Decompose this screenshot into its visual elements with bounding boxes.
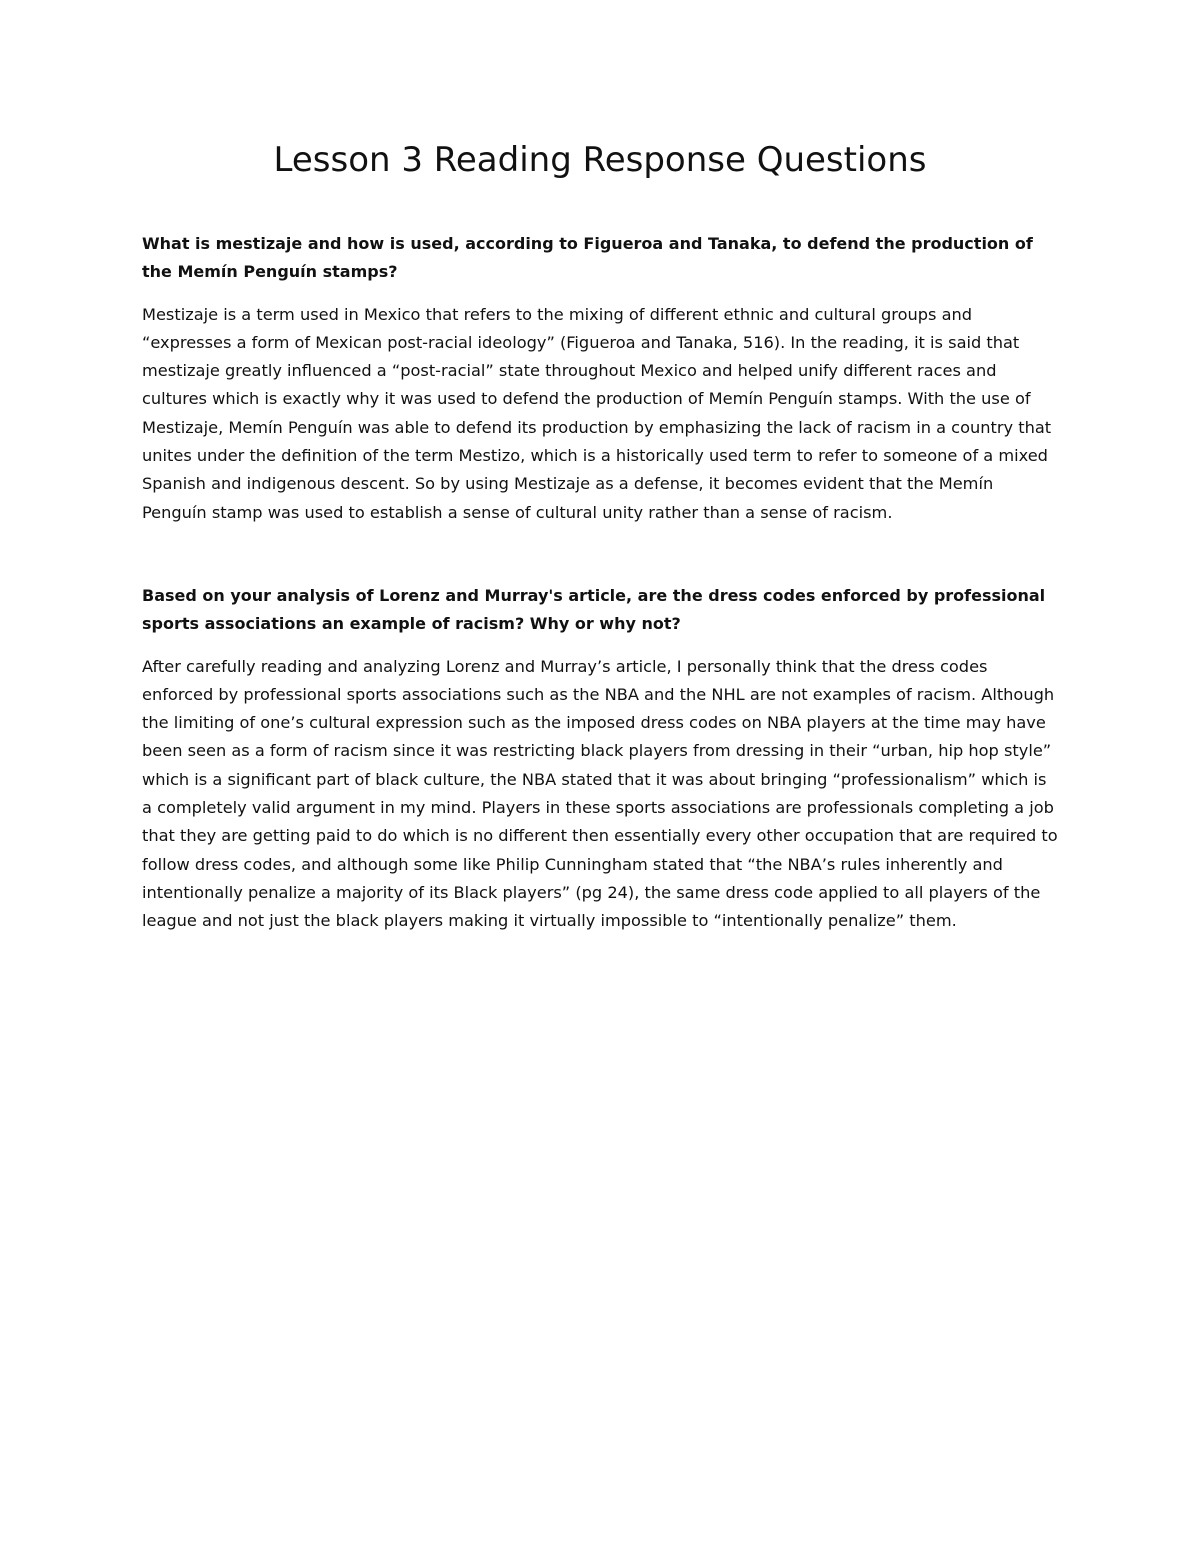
question-heading: What is mestizaje and how is used, according to Figueroa and Tanaka, to defend the production of the Memín Penguín stamps? xyxy=(142,234,1033,282)
question-section-2 xyxy=(142,582,1058,936)
answer-paragraph: After carefully reading and analyzing Lorenz and Murray’s article, I personally think that the dress codes enforced by professional sports associations such as the NBA and the NHL are not examples of racism. Although the limiting of one’s cultural expression such as the imposed dress codes on NBA players at the time may have been seen as a form of racism since it was restricting black players from dressing in their “urban, hip hop style” which is a significant part of black culture, the NBA stated that it was about bringing “professionalism” which is a completely valid argument in my mind. Players in these sports associations are professionals completing a job that they are getting paid to do which is no different then essentially every other occupation that are required to follow dress codes, and although some like Philip Cunningham stated that “the NBA’s rules inherently and intentionally penalize a majority of its Black players” (pg 24), the same dress code applied to all players of the league and not just the black players making it virtually impossible to “intentionally penalize” them. xyxy=(142,656,1058,931)
page-title: Lesson 3 Reading Response Questions xyxy=(273,140,927,180)
document-body xyxy=(142,230,1058,936)
question-section-1 xyxy=(142,230,1058,527)
answer-paragraph: Mestizaje is a term used in Mexico that refers to the mixing of different ethnic and cultural groups and “expresses a form of Mexican post-racial ideology” (Figueroa and Tanaka, 516). In the reading, it is said that mestizaje greatly influenced a “post-racial” state throughout Mexico and helped unify different races and cultures which is exactly why it was used to defend the production of Memín Penguín stamps. With the use of Mestizaje, Memín Penguín was able to defend its production by emphasizing the lack of racism in a country that unites under the definition of the term Mestizo, which is a historically used term to refer to someone of a mixed Spanish and indigenous descent. So by using Mestizaje as a defense, it becomes evident that the Memín Penguín stamp was used to establish a sense of cultural unity rather than a sense of racism. xyxy=(142,304,1052,522)
question-heading: Based on your analysis of Lorenz and Murray's article, are the dress codes enforced by professional sports associations an example of racism? Why or why not? xyxy=(142,585,1046,634)
